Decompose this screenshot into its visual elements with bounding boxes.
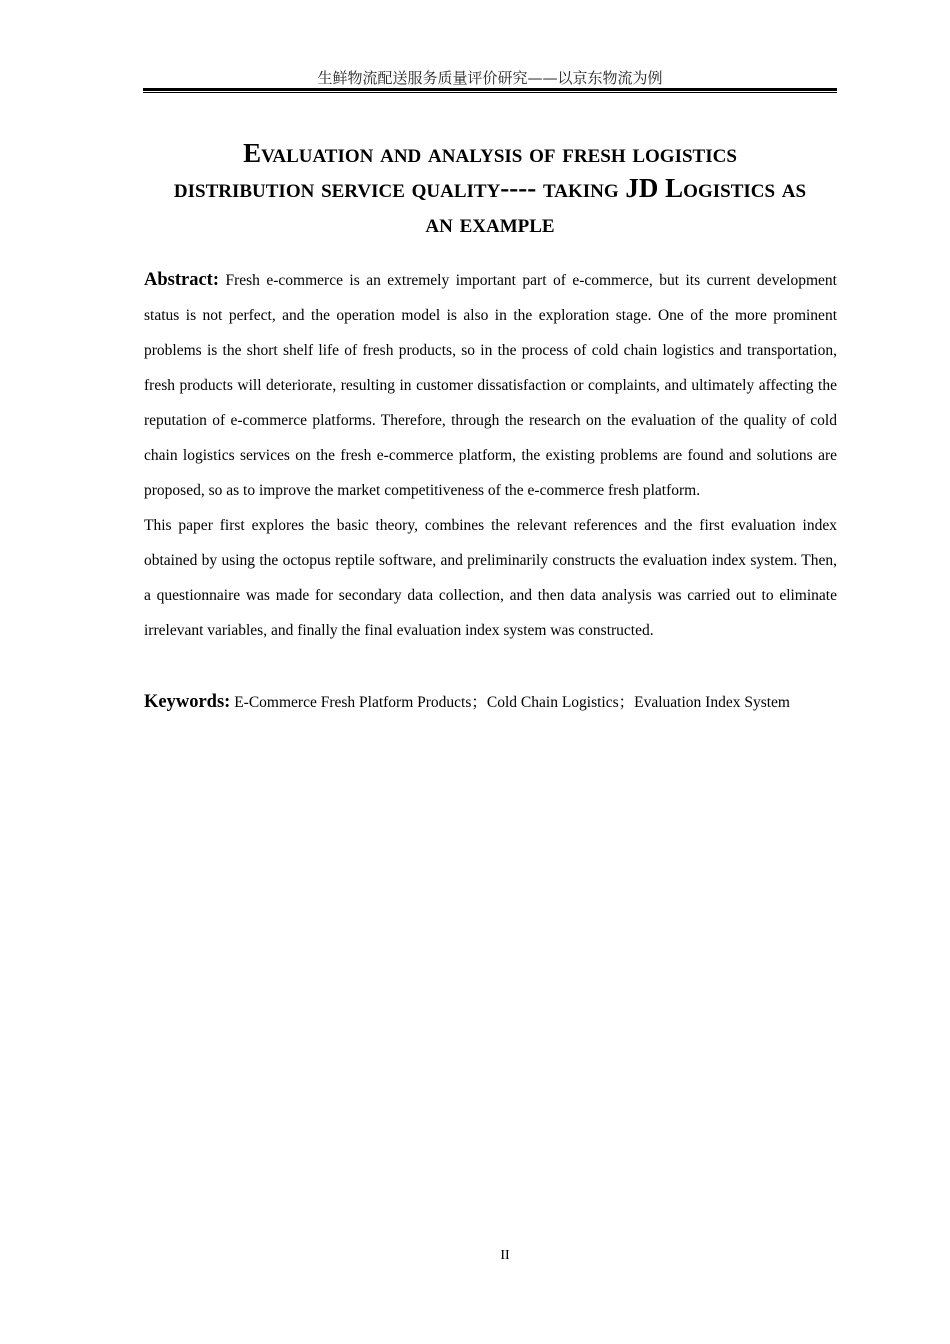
abstract-section bbox=[144, 263, 837, 648]
abstract-paragraph-2: This paper first explores the basic theory, combines the relevant references and the first evaluation index obtained by using the octopus reptile software, and preliminarily constructs the evaluation index system. Then, a questionnaire was made for secondary data collection, and then data analysis was carried out to eliminate irrelevant variables, and finally the final evaluation index system was constructed. bbox=[144, 517, 837, 639]
keywords-line bbox=[144, 686, 844, 719]
keywords-label: Keywords: bbox=[144, 692, 231, 712]
paper-title: Evaluation and analysis of fresh logistics distribution service quality---- taking JD Logistics as an example bbox=[173, 138, 807, 238]
header-rule-thick bbox=[143, 88, 837, 91]
header-rule-thin bbox=[143, 92, 837, 93]
abstract-paragraph-1 bbox=[144, 263, 837, 508]
abstract-label: Abstract: bbox=[144, 270, 220, 290]
page-number: II bbox=[500, 1248, 510, 1263]
keywords-list: E-Commerce Fresh Platform Products；Cold Chain Logistics；Evaluation Index System bbox=[234, 694, 790, 711]
running-header: 生鲜物流配送服务质量评价研究——以京东物流为例 bbox=[317, 69, 663, 87]
abstract-text-1: Fresh e-commerce is an extremely important part of e-commerce, but its current development status is not perfect, and the operation model is also in the exploration stage. One of the more prominent problems is the short shelf life of fresh products, so in the process of cold chain logistics and transportation, fresh products will deteriorate, resulting in customer dissatisfaction or complaints, and ultimately affecting the reputation of e-commerce platforms. Therefore, through the research on the evaluation of the quality of cold chain logistics services on the fresh e-commerce platform, the existing problems are found and solutions are proposed, so as to improve the market competitiveness of the e-commerce fresh platform. bbox=[144, 272, 837, 499]
